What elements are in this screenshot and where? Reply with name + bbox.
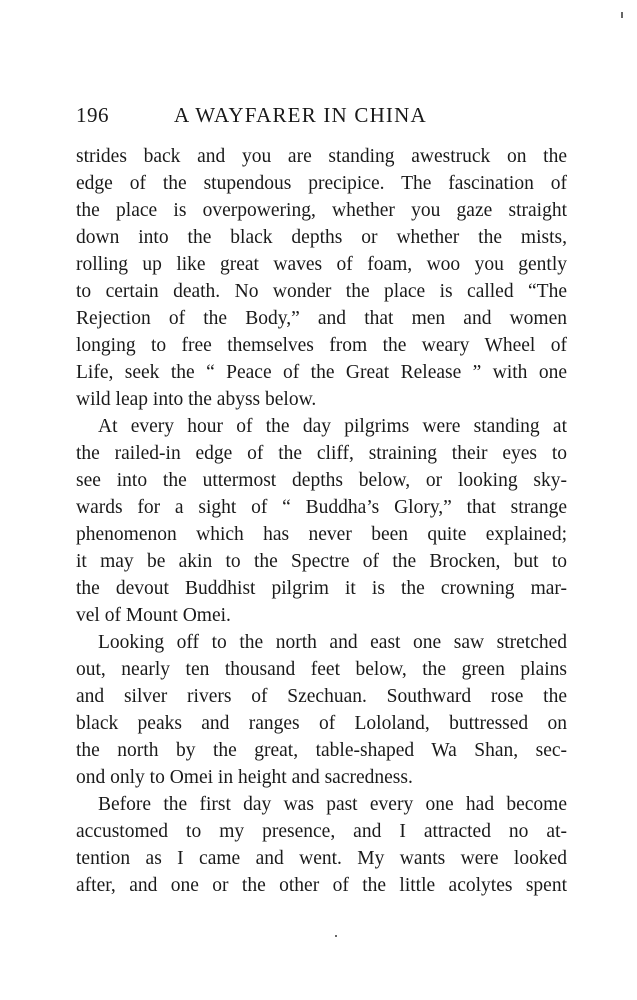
text-line: down into the black depths or whether the mists, [76, 227, 567, 248]
text-line: to certain death. No wonder the place is called “The [76, 281, 567, 302]
text-line: the place is overpowering, whether you gaze straight [76, 200, 567, 221]
text-line: after, and one or the other of the little acolytes spent [76, 875, 567, 896]
running-title: A WAYFARER IN CHINA [174, 103, 427, 127]
text-line: see into the uttermost depths below, or looking sky- [76, 470, 567, 491]
text-line: wards for a sight of “ Buddha’s Glory,” that strange [76, 497, 567, 518]
text-line: accustomed to my presence, and I attracted no at- [76, 821, 567, 842]
text-line: At every hour of the day pilgrims were standing at [98, 416, 567, 437]
text-line: out, nearly ten thousand feet below, the green plains [76, 659, 567, 680]
text-line: Life, seek the “ Peace of the Great Release ” with one [76, 362, 567, 383]
text-line: edge of the stupendous precipice. The fascination of [76, 173, 567, 194]
text-line: black peaks and ranges of Lololand, buttressed on [76, 713, 567, 734]
running-header [76, 103, 570, 131]
text-line: the railed-in edge of the cliff, straining their eyes to [76, 443, 567, 464]
text-line: Rejection of the Body,” and that men and women [76, 308, 567, 329]
scan-speck [335, 935, 337, 937]
text-line: the north by the great, table-shaped Wa Shan, sec- [76, 740, 567, 761]
text-line: and silver rivers of Szechuan. Southward rose the [76, 686, 567, 707]
text-line: the devout Buddhist pilgrim it is the crowning mar- [76, 578, 567, 599]
text-line: tention as I came and went. My wants were looked [76, 848, 567, 869]
text-line: Before the first day was past every one had become [98, 794, 567, 815]
text-line: it may be akin to the Spectre of the Brocken, but to [76, 551, 567, 572]
text-line: rolling up like great waves of foam, woo you gently [76, 254, 567, 275]
body-text [76, 143, 567, 899]
text-line: Looking off to the north and east one saw stretched [98, 632, 567, 653]
text-line: strides back and you are standing awestruck on the [76, 146, 567, 167]
page-number: 196 [76, 103, 109, 127]
text-line: longing to free themselves from the weary Wheel of [76, 335, 567, 356]
text-line: vel of Mount Omei. [76, 605, 231, 626]
scan-speck [621, 12, 623, 18]
text-line: ond only to Omei in height and sacredness. [76, 767, 413, 788]
text-line: phenomenon which has never been quite explained; [76, 524, 567, 545]
text-line: wild leap into the abyss below. [76, 389, 317, 410]
